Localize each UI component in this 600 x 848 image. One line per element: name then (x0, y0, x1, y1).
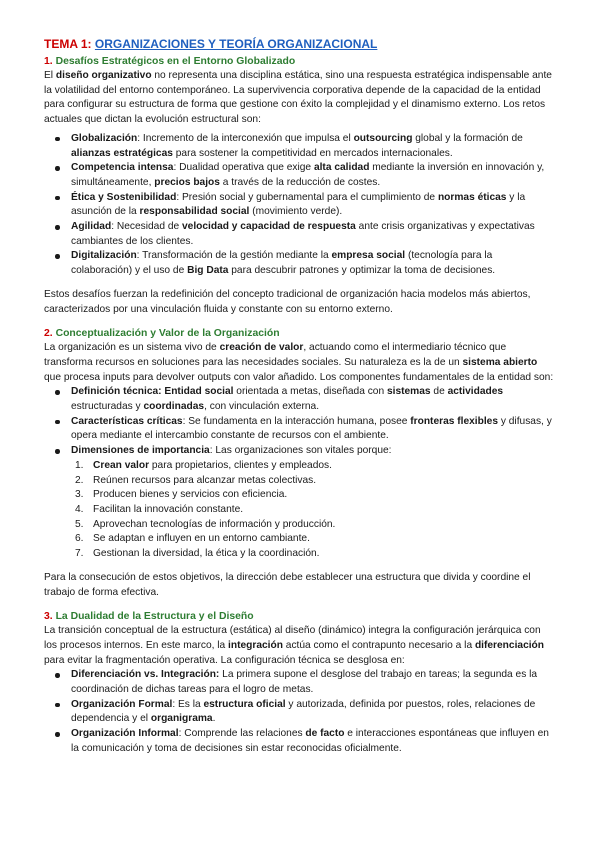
section-1-heading (44, 54, 556, 69)
section-2-intro (44, 341, 556, 385)
section-3-number: 3. (44, 611, 53, 623)
item-number: 4. (75, 503, 84, 515)
bold-text: coordinadas (143, 401, 205, 413)
title-prefix: TEMA 1: (44, 37, 92, 51)
bold-text: velocidad y capacidad de respuesta (181, 221, 356, 233)
text-run: Producen bienes y servicios con eficiencia. (93, 489, 288, 501)
section-2-title: Conceptualización y Valor de la Organización (55, 328, 280, 340)
text-run: , con vinculación externa. (204, 401, 320, 413)
section-1-bullets (44, 132, 556, 279)
text-run: a través de la reducción de costes. (219, 176, 381, 188)
list-item (71, 698, 556, 727)
bold-text: outsourcing (353, 132, 413, 144)
bold-text: actividades (447, 386, 504, 398)
section-2-bullets (44, 385, 556, 459)
text-run: : Dualidad operativa que exige (173, 162, 314, 174)
bold-text: alianzas estratégicas (71, 147, 173, 159)
item-number: 1. (75, 459, 84, 471)
bold-text: estructura oficial (203, 698, 286, 710)
text-run: Se adaptan e influyen en un entorno cambiante. (93, 533, 310, 545)
bold-text: Globalización (71, 132, 138, 144)
list-item (71, 385, 556, 414)
bold-text: Organización Formal (71, 698, 173, 710)
section-1-number: 1. (44, 56, 53, 67)
bold-text: fronteras flexibles (410, 415, 499, 427)
text-run: , actuando como el intermediario técnico que transforma recursos en soluciones para las necesidades sociales. Su naturaleza es la de un (44, 342, 507, 368)
bold-text: diseño organizativo (55, 70, 152, 81)
list-item (71, 161, 556, 190)
text-run: y autorizada, definida por puestos, roles, relaciones de dependencia y el (71, 698, 536, 725)
bold-text: normas éticas (437, 191, 507, 203)
text-run: : Se fundamenta en la interacción humana, posee (182, 415, 411, 427)
numbered-item (75, 518, 556, 533)
text-run: estructuradas y (71, 401, 144, 413)
text-run: La transición conceptual de la estructura (estática) al diseño (dinámico) integra la configuración jerárquica con los procesos internos. En este marco, la (44, 625, 541, 651)
list-item (71, 444, 556, 459)
bold-text: precios bajos (154, 176, 220, 188)
text-run: para propietarios, clientes y empleados. (149, 459, 332, 471)
bold-text: Características críticas (71, 415, 183, 427)
bold-text: Big Data (187, 265, 229, 277)
text-run: Gestionan la diversidad, la ética y la coordinación. (93, 548, 320, 560)
text-run: global y la formación de (412, 132, 523, 144)
text-run: que procesa inputs para devolver outputs con valor añadido. Los componentes fundamentales de la entidad son: (44, 371, 554, 383)
section-3-title: La Dualidad de la Estructura y el Diseño (55, 611, 254, 623)
bold-text: sistemas (386, 386, 431, 398)
bold-text: Competencia intensa (71, 162, 174, 174)
bold-text: Diferenciación vs. Integración: (71, 669, 220, 681)
text-run: (tecnología para la colaboración) y el uso de (71, 250, 493, 277)
text-run: y difusas, y opera mediante el intercambio constante de recursos con el ambiente. (71, 415, 552, 442)
bold-text: integración (228, 639, 283, 651)
title-text: ORGANIZACIONES Y TEORÍA ORGANIZACIONAL (94, 37, 378, 51)
text-run: ante crisis organizativas y expectativas cambiantes de los clientes. (71, 221, 535, 247)
item-number: 5. (75, 518, 84, 530)
item-number: 6. (75, 533, 84, 545)
text-run: de (430, 386, 448, 398)
text-run: para evitar la fragmentación operativa. La configuración técnica se desglosa en: (44, 654, 405, 666)
text-run: Aprovechan tecnologías de información y producción. (93, 518, 336, 530)
section-3-heading (44, 609, 556, 624)
text-run: : Comprende las relaciones (178, 728, 306, 740)
text-run: El (44, 70, 56, 81)
section-3-intro (44, 624, 556, 668)
bold-text: Organización Informal (71, 728, 179, 740)
section-2-number: 2. (44, 328, 53, 340)
text-run: : Presión social y gubernamental para el cumplimiento de (176, 191, 438, 203)
section-1-closing: Estos desafíos fuerzan la redefinición del concepto tradicional de organización hacia modelos más abiertos, caracterizados por una vinculación fluida y constante con su entorno externo. (44, 288, 531, 315)
bold-text: Ética y Sostenibilidad (71, 191, 177, 203)
numbered-item (75, 488, 556, 503)
text-run: y la asunción de la (71, 191, 526, 218)
text-run: : Transformación de la gestión mediante la (136, 250, 332, 262)
numbered-item (75, 532, 556, 547)
bold-text: Agilidad (71, 221, 112, 233)
section-1-title: Desafíos Estratégicos en el Entorno Globalizado (55, 56, 296, 67)
bold-text: sistema abierto (462, 356, 538, 368)
bold-text: Crean valor (93, 459, 150, 471)
item-number: 3. (75, 489, 84, 501)
bold-text: Definición técnica: Entidad social (71, 386, 234, 398)
text-run: : Las organizaciones son vitales porque: (209, 445, 392, 457)
importance-list (44, 459, 556, 562)
item-number: 7. (75, 548, 84, 560)
text-run: : Es la (172, 698, 204, 710)
bold-text: organigrama (150, 713, 213, 725)
text-run: : Incremento de la interconexión que impulsa el (137, 132, 354, 144)
document-title (44, 36, 556, 52)
bold-text: empresa social (331, 250, 406, 262)
list-item (71, 220, 556, 249)
section-2-heading (44, 326, 556, 341)
section-3-bullets (44, 668, 556, 756)
section-2-closing: Para la consecución de estos objetivos, la dirección debe establecer una estructura que divida y coordine el trabajo de forma efectiva. (44, 571, 531, 598)
text-run: orientada a metas, diseñada con (233, 386, 387, 398)
text-run: mediante la inversión en innovación y, simultáneamente, (71, 162, 545, 188)
bold-text: creación de valor (219, 342, 304, 354)
list-item (71, 249, 556, 278)
text-run: (movimiento verde). (249, 206, 343, 218)
text-run: actúa como el contrapunto necesario a la (282, 639, 475, 651)
text-run: . (212, 713, 216, 725)
list-item (71, 415, 556, 444)
list-item (71, 191, 556, 220)
text-run: Facilitan la innovación constante. (93, 503, 244, 515)
list-item (71, 668, 556, 697)
text-run: e interacciones espontáneas que influyen en la comunicación y toma de decisiones sin estar reconocidas oficialmente. (71, 728, 549, 754)
bold-text: responsabilidad social (139, 206, 250, 218)
numbered-item (75, 503, 556, 518)
text-run: : Necesidad de (111, 221, 182, 233)
bold-text: diferenciación (474, 639, 545, 651)
text-run: para descubrir patrones y optimizar la toma de decisiones. (228, 265, 496, 277)
text-run: Reúnen recursos para alcanzar metas colectivas. (93, 474, 317, 486)
text-run: La primera supone el desglose del trabajo en tareas; la segunda es la coordinación de dichas tareas para el logro de metas. (71, 669, 538, 696)
text-run: no representa una disciplina estática, sino una respuesta estratégica indispensable ante la volatilidad del entorno contemporáneo. La supervivencia corporativa depende de la capacidad de la entidad para configurar su estructura de forma que gestione con éxito la complejidad y el dinamismo externo. Los retos actuales que dictan la evolución estructural son: (44, 70, 552, 126)
text-run: La organización es un sistema vivo de (44, 342, 220, 354)
text-run: para sostener la competitividad en mercados internacionales. (172, 147, 453, 159)
numbered-item (75, 547, 556, 562)
item-number: 2. (75, 474, 84, 486)
list-item (71, 132, 556, 161)
numbered-item (75, 474, 556, 489)
bold-text: Digitalización (71, 250, 137, 262)
bold-text: Dimensiones de importancia (71, 445, 210, 457)
section-1-intro (44, 69, 556, 128)
list-item (71, 727, 556, 756)
numbered-item (75, 459, 556, 474)
bold-text: alta calidad (313, 162, 370, 174)
bold-text: de facto (305, 728, 345, 740)
